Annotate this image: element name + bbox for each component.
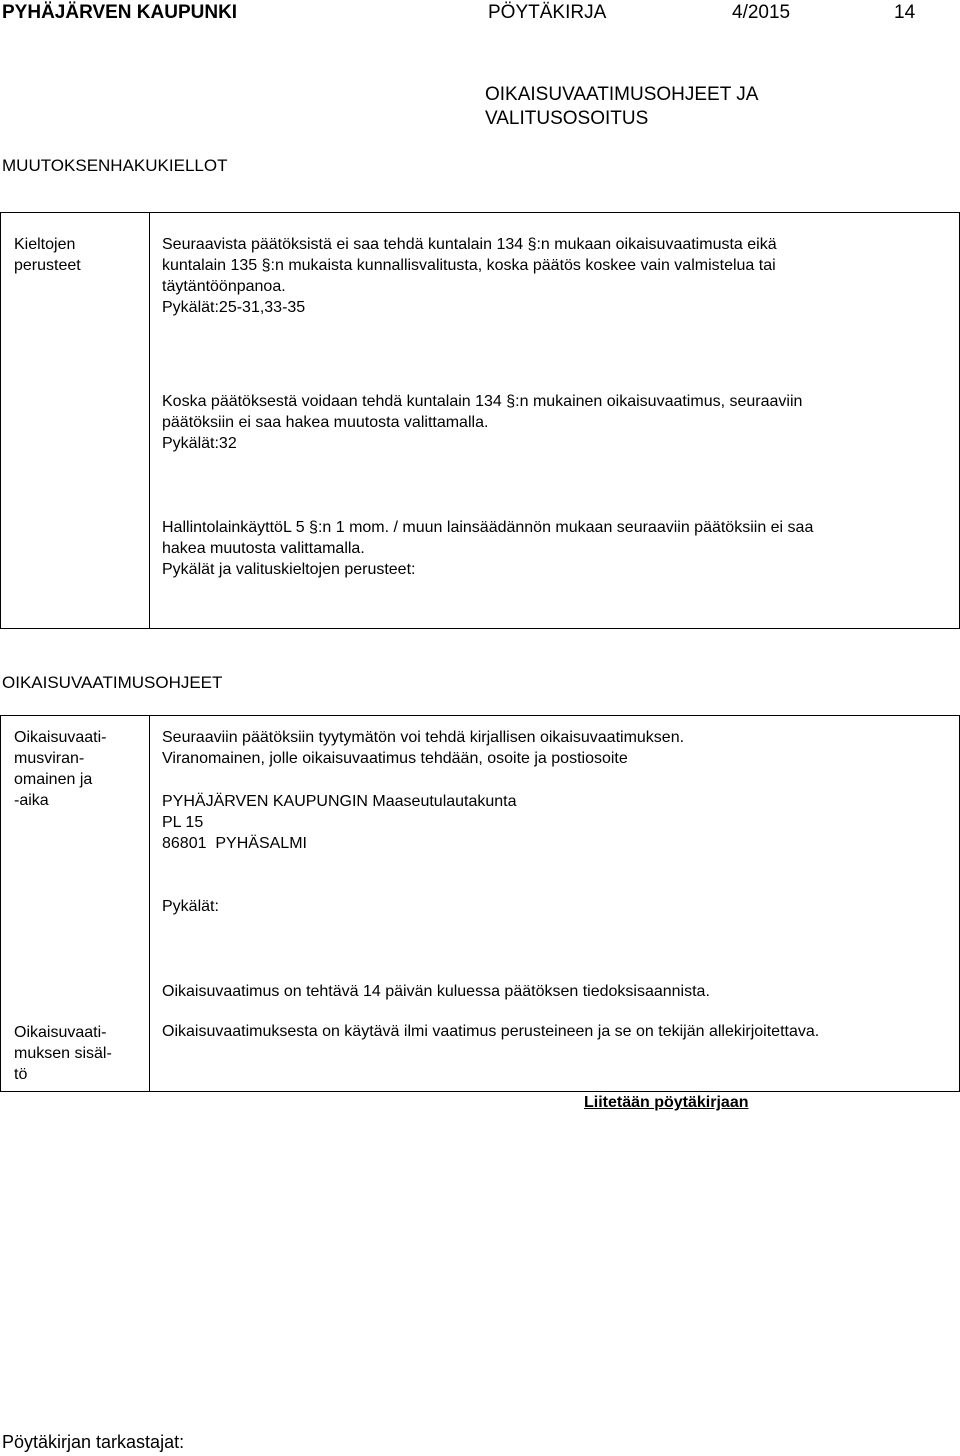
instructions-heading: OIKAISUVAATIMUSOHJEET (2, 673, 223, 692)
divider (149, 715, 150, 1092)
prohibitions-label: Kieltojen perusteet (14, 236, 81, 274)
prohibition-paragraph: Koska päätöksestä voidaan tehdä kuntalain 134 §:n mukainen oikaisuvaatimus, seuraaviin päätöksiin ei saa hakea muutosta valittamalla. Pykälät:32 (162, 393, 803, 452)
reviewers-label: Pöytäkirjan tarkastajat: (2, 1432, 185, 1452)
org-name: PYHÄJÄRVEN KAUPUNKI (2, 2, 238, 23)
page-number: 14 (894, 2, 916, 23)
title-line: OIKAISUVAATIMUSOHJEET JA (485, 84, 759, 105)
content-text: Oikaisuvaatimuksesta on käytävä ilmi vaatimus perusteineen ja se on tekijän allekirjoitettava. (162, 1023, 820, 1040)
document-title (485, 83, 758, 131)
divider (149, 212, 150, 629)
prohibition-paragraph: HallintolainkäyttöL 5 §:n 1 mom. / muun lainsäädännön mukaan seuraaviin päätöksiin ei saa hakea muutosta valittamalla. Pykälät ja valituskieltojen perusteet: (162, 519, 814, 578)
attachment-note: Liitetään pöytäkirjaan (584, 1094, 749, 1111)
content-label: Oikaisuvaati- muksen sisäl- tö (14, 1024, 112, 1083)
doc-type: PÖYTÄKIRJA (488, 2, 607, 23)
sections-label: Pykälät: (162, 898, 219, 915)
doc-number: 4/2015 (732, 2, 791, 23)
deadline-text: Oikaisuvaatimus on tehtävä 14 päivän kuluessa päätöksen tiedoksisaannista. (162, 983, 710, 1000)
prohibition-paragraph: Seuraavista päätöksistä ei saa tehdä kuntalain 134 §:n mukaan oikaisuvaatimusta eikä kuntalain 135 §:n mukaista kunnallisvalitusta, koska päätös koskee vain valmistelua tai täytäntöönpanoa. Pykälät:25-31,33-35 (162, 236, 777, 316)
authority-address: PYHÄJÄRVEN KAUPUNGIN Maaseutulautakunta PL 15 86801 PYHÄSALMI (162, 793, 517, 852)
authority-label: Oikaisuvaati- musviran- omainen ja -aika (14, 729, 107, 809)
prohibitions-heading: MUUTOKSENHAKUKIELLOT (2, 156, 228, 175)
title-line: VALITUSOSOITUS (485, 108, 649, 129)
authority-text: Seuraaviin päätöksiin tyytymätön voi tehdä kirjallisen oikaisuvaatimuksen. Viranomainen, jolle oikaisuvaatimus tehdään, osoite ja postiosoite (162, 729, 685, 767)
